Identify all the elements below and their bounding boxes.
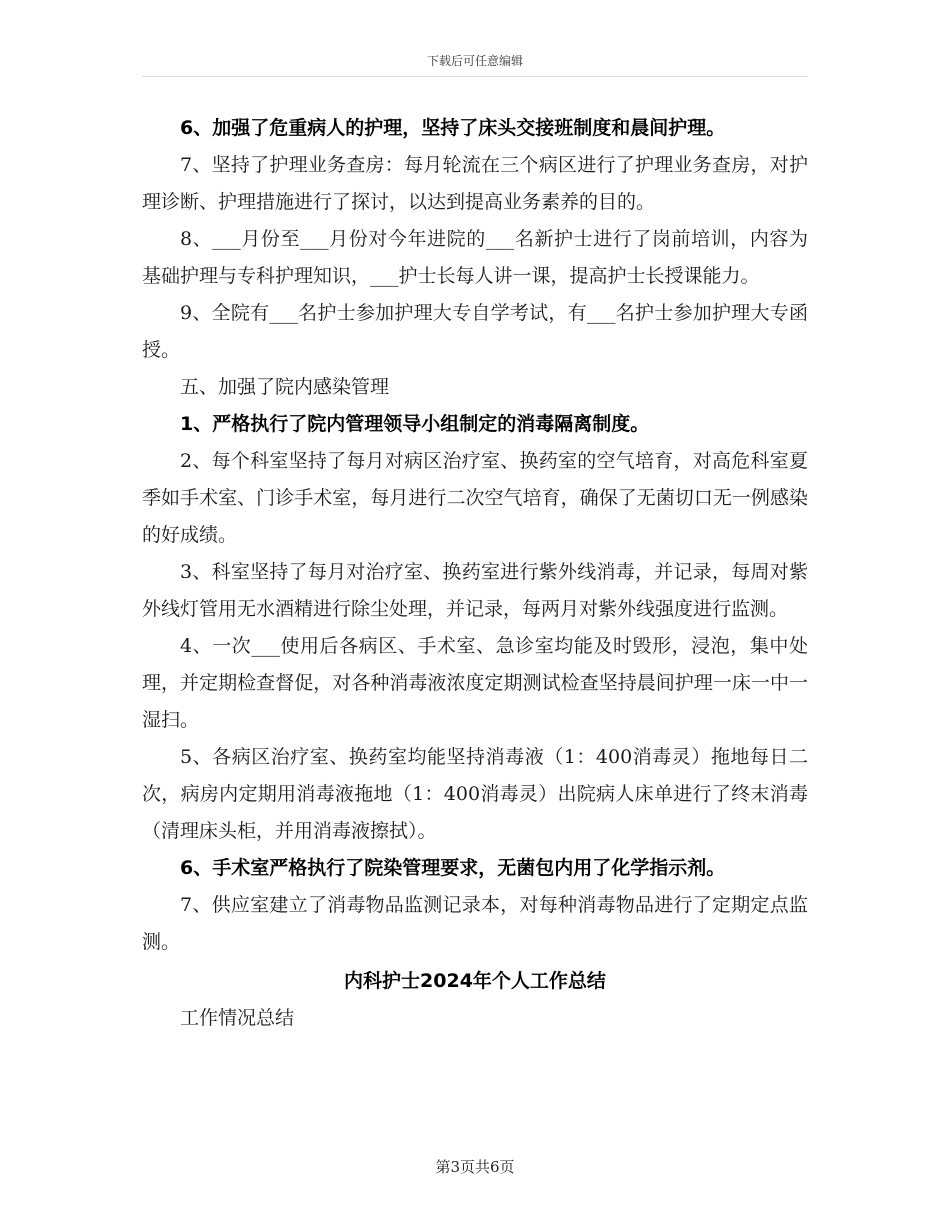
section-title: 内科护士2024年个人工作总结 (344, 970, 606, 992)
paragraph: 6、加强了危重病人的护理，坚持了床头交接班制度和晨间护理。 (180, 117, 726, 139)
paragraph: 8、___月份至___月份对今年进院的___名新护士进行了岗前培训，内容为基础护理与专科护理知识，___护士长每人讲一课，提高护士长授课能力。 (142, 228, 808, 287)
paragraph: 5、各病区治疗室、换药室均能坚持消毒液（1：400消毒灵）拖地每日二次，病房内定期用消毒液拖地（1：400消毒灵）出院病人床单进行了终末消毒（清理床头柜，并用消毒液擦拭）。 (142, 746, 808, 842)
header-divider (142, 76, 808, 77)
paragraph: 9、全院有___名护士参加护理大专自学考试，有___名护士参加护理大专函授。 (142, 302, 808, 361)
paragraph: 工作情况总结 (180, 1007, 295, 1029)
paragraph: 7、坚持了护理业务查房：每月轮流在三个病区进行了护理业务查房，对护理诊断、护理措施进行了探讨，以达到提高业务素养的目的。 (142, 154, 808, 213)
paragraph: 1、严格执行了院内管理领导小组制定的消毒隔离制度。 (180, 413, 650, 435)
paragraph: 6、手术室严格执行了院染管理要求，无菌包内用了化学指示剂。 (180, 857, 726, 879)
paragraph: 3、科室坚持了每月对治疗室、换药室进行紫外线消毒，并记录，每周对紫外线灯管用无水酒精进行除尘处理，并记录，每两月对紫外线强度进行监测。 (142, 561, 808, 620)
paragraph: 2、每个科室坚持了每月对病区治疗室、换药室的空气培育，对高危科室夏季如手术室、门诊手术室，每月进行二次空气培育，确保了无菌切口无一例感染的好成绩。 (142, 450, 808, 546)
paragraph: 4、一次___使用后各病区、手术室、急诊室均能及时毁形，浸泡，集中处理，并定期检查督促，对各种消毒液浓度定期测试检查坚持晨间护理一床一中一湿扫。 (142, 635, 808, 731)
paragraph: 7、供应室建立了消毒物品监测记录本，对每种消毒物品进行了定期定点监测。 (142, 894, 808, 953)
paragraph: 五、加强了院内感染管理 (180, 376, 390, 398)
page-footer: 第3页共6页 (435, 1158, 515, 1176)
page-header: 下载后可任意编辑 (426, 54, 523, 68)
document-body (142, 110, 808, 1037)
